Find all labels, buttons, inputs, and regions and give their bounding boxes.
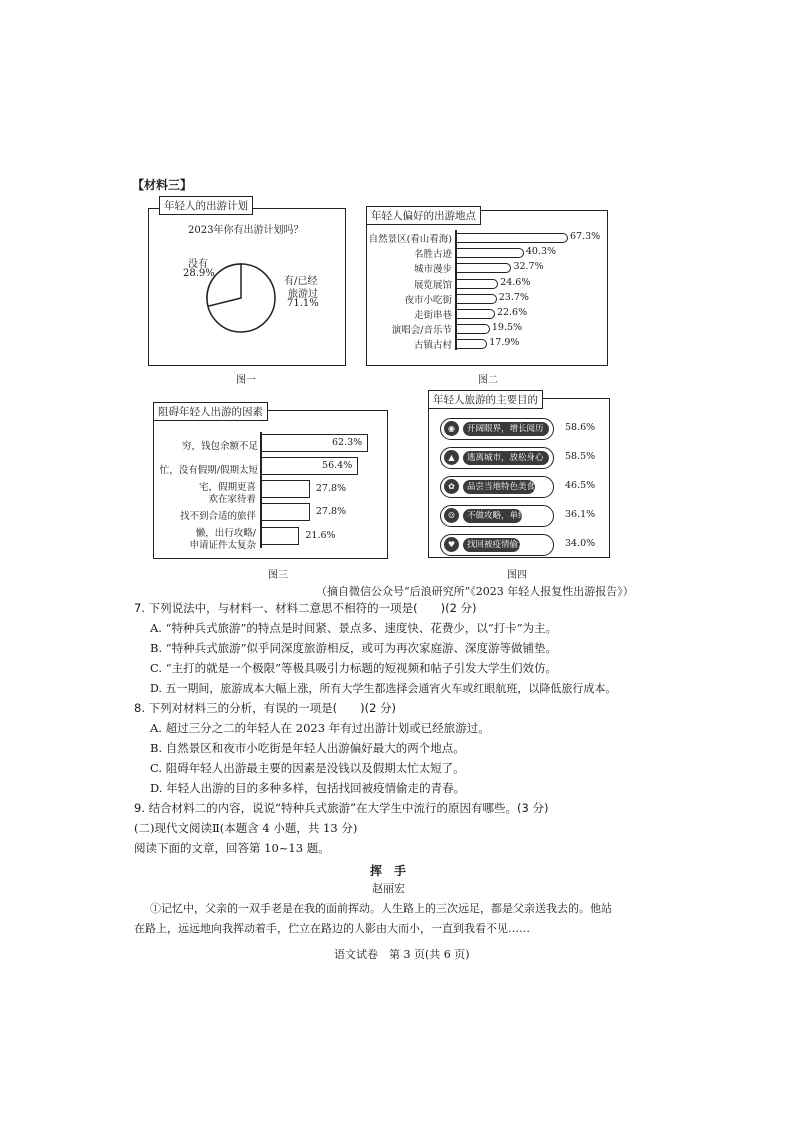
fig1-value-yes: 71.1% — [287, 298, 319, 309]
fig1-pie-chart — [205, 262, 277, 334]
fig3-bar-label: 宅，假期更喜 — [198, 482, 256, 493]
fig2-bar — [456, 339, 487, 349]
fig3-bar — [261, 503, 310, 521]
q9-stem: 9. 结合材料二的内容，说说“特种兵式旅游”在大学生中流行的原因有哪些。(3 分) — [134, 801, 549, 815]
fig3-bar-label: 欢在家待着 — [208, 494, 256, 505]
fig4-pill — [440, 534, 554, 556]
q7-option-a: A. “特种兵式旅游”的特点是时间紧、景点多、速度快、花费少，以“打卡”为主。 — [150, 621, 558, 635]
fig4-pill-fill: 品尝当地特色美食 — [463, 480, 535, 494]
fig4-value: 58.6% — [565, 422, 596, 433]
fig2-bar-label: 演唱会/音乐节 — [391, 325, 452, 337]
fig4-pill — [440, 447, 554, 469]
fig2-bar — [456, 309, 495, 319]
fig4-caption: 图四 — [507, 570, 527, 581]
q8-option-c: C. 阻碍年轻人出游最主要的因素是没钱以及假期太忙太短了。 — [150, 761, 465, 775]
fig2-bar-value: 19.5% — [491, 322, 523, 334]
fig2-bar-label: 夜市小吃街 — [404, 294, 452, 306]
fig1-label-no: 没有 — [188, 259, 208, 270]
fig2-bar-value: 32.7% — [513, 261, 544, 273]
fig3-bar-label: 找不到合适的旅伴 — [179, 511, 256, 522]
fig1-title: 年轻人的出游计划 — [159, 196, 253, 215]
fig3-bar-value: 27.8% — [315, 506, 347, 517]
fig2-caption: 图二 — [478, 375, 498, 386]
fig3-bar — [261, 527, 299, 545]
article-author: 赵丽宏 — [372, 882, 405, 895]
fig4-title: 年轻人旅游的主要目的 — [428, 390, 543, 409]
section-heading: (二)现代文阅读Ⅱ(本题含 4 小题，共 13 分) — [134, 821, 358, 835]
fig4-pill-fill: 逃离城市，放松身心 — [463, 451, 549, 465]
fig1-question: 2023年你有出游计划吗？ — [188, 225, 304, 236]
person-icon: ☺ — [444, 508, 459, 523]
fig3-bar-label: 申请证件太复杂 — [189, 540, 256, 551]
q8-option-b: B. 自然景区和夜市小吃街是年轻人出游偏好最大的两个地点。 — [150, 741, 465, 755]
fig4-pill-fill: 找回被疫情偷走的青春 — [463, 538, 520, 552]
fig2-bar-value: 67.3% — [570, 231, 601, 242]
fig4-pill — [440, 505, 554, 527]
fig2-bar — [456, 279, 498, 289]
fig1-label-yes-2: 旅游过 — [288, 289, 318, 300]
fig2-bar — [456, 294, 497, 304]
fig2-bar — [456, 248, 524, 258]
eye-icon: ◉ — [444, 421, 459, 436]
heart-icon: ♥ — [444, 537, 459, 552]
food-icon: ✿ — [444, 479, 459, 494]
fig2-bar-value: 22.6% — [496, 307, 528, 318]
fig3-bar-value: 27.8% — [315, 483, 347, 494]
fig3-bar — [261, 480, 310, 498]
fig3-bar-value: 62.3% — [332, 437, 363, 448]
fig2-bar-value: 40.3% — [525, 246, 557, 258]
fig4-value: 34.0% — [565, 538, 596, 549]
fig4-value: 58.5% — [565, 451, 596, 462]
fig3-bar-value: 56.4% — [322, 460, 353, 471]
fig2-bar-label: 名胜古迹 — [413, 249, 452, 261]
article-paragraph-line: ①记忆中，父亲的一双手老是在我的面前挥动。人生路上的三次远足，都是父亲送我去的。他站 — [150, 902, 612, 915]
fig4-value: 36.1% — [565, 509, 596, 520]
fig3-bar-value: 21.6% — [305, 530, 336, 541]
fig2-bar-label: 城市漫步 — [413, 264, 452, 276]
q8-option-a: A. 超过三分之二的年轻人在 2023 年有过出游计划或已经旅游过。 — [150, 721, 490, 735]
fig1-label-yes-1: 有/已经 — [284, 276, 318, 287]
fig2-title: 年轻人偏好的出游地点 — [366, 206, 481, 225]
q7-option-d: D. 五一期间，旅游成本大幅上涨，所有大学生都选择会通宵火车或红眼航班，以降低旅行成本。 — [150, 682, 617, 695]
fig3-bar-label: 忙，没有假期/假期太短 — [159, 465, 258, 476]
fig2-bar-value: 17.9% — [489, 337, 520, 349]
reading-instruction: 阅读下面的文章，回答第 10~13 题。 — [134, 841, 330, 855]
fig4-value: 46.5% — [565, 480, 596, 491]
fig3-bar-label: 穷，钱包余额不足 — [181, 441, 258, 452]
fig1-value-no: 28.9% — [183, 268, 215, 279]
fig2-bar — [456, 233, 568, 243]
fig3-caption: 图三 — [268, 570, 288, 581]
fig4-pill-fill: 开阔眼界，增长阅历 — [463, 422, 549, 436]
fig2-bar-value: 24.6% — [500, 276, 531, 288]
fig3-bar-label: 懒，出行攻略/ — [195, 528, 256, 539]
fig2-bar — [456, 263, 511, 273]
article-paragraph-line: 在路上，远远地向我挥动着手，伫立在路边的人影由大而小，一直到我看不见…… — [134, 922, 530, 935]
fig4-pill-fill: 不做攻略，单纯放空 — [463, 509, 522, 523]
q7-option-c: C. “主打的就是一个极限”等极具吸引力标题的短视频和帖子引发大学生们效仿。 — [150, 661, 557, 675]
fig4-pill — [440, 418, 554, 440]
fig2-bar-value: 23.7% — [498, 291, 529, 303]
q7-stem: 7. 下列说法中，与材料一、材料二意思不相符的一项是( )(2 分) — [134, 601, 477, 615]
fig2-bar-label: 自然景区(看山看海) — [368, 234, 452, 245]
material-label: 【材料三】 — [132, 178, 193, 192]
fig4-pill — [440, 476, 554, 498]
fig2-bar-label: 展览展馆 — [413, 279, 452, 291]
q7-option-b: B. “特种兵式旅游”似乎同深度旅游相反，或可为再次家庭游、深度游等做铺垫。 — [150, 641, 558, 655]
source-citation: （摘自微信公众号“后浪研究所”《2023 年轻人报复性出游报告》） — [316, 585, 634, 598]
q8-stem: 8. 下列对材料三的分析，有误的一项是( )(2 分) — [134, 701, 397, 715]
mountain-icon: ▲ — [444, 450, 459, 465]
q8-option-d: D. 年轻人出游的目的多种多样，包括找回被疫情偷走的青春。 — [150, 781, 466, 795]
fig2-bar-label: 走街串巷 — [413, 310, 452, 321]
fig1-caption: 图一 — [236, 375, 256, 386]
fig2-bar-label: 古镇古村 — [413, 340, 452, 352]
fig2-bar — [456, 324, 490, 334]
page-footer: 语文试卷 第 3 页(共 6 页) — [334, 948, 470, 961]
article-title: 挥 手 — [370, 864, 407, 878]
fig3-title: 阻碍年轻人出游的因素 — [153, 402, 268, 421]
